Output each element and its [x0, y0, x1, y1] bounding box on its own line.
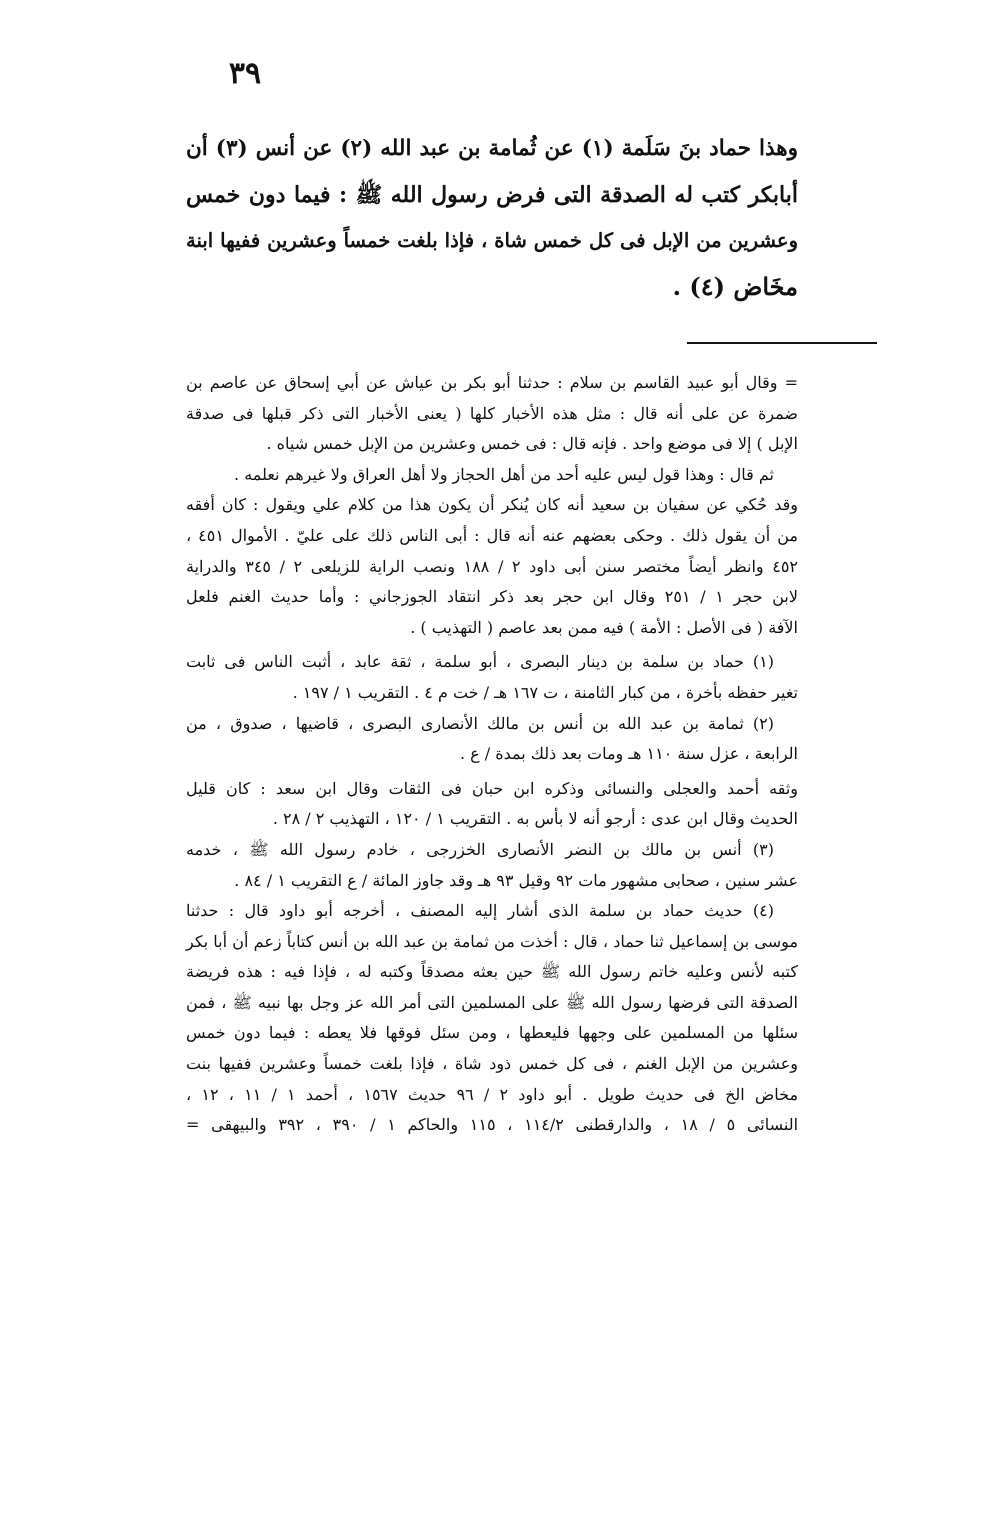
footnote-line: (١) حماد بن سلمة بن دينار البصرى ، أبو سلمة ، ثقة عابد ، أثبت الناس فى ثابت	[186, 652, 774, 672]
footnote-line: وثقه أحمد والعجلى والنسائى وذكره ابن حبان فى الثقات وقال ابن سعد : كان قليل	[186, 778, 799, 798]
footnote-line: (٤) حديث حماد بن سلمة الذى أشار إليه المصنف ، أخرجه أبو داود قال : حدثنا	[186, 901, 774, 921]
footnote-2	[186, 709, 798, 770]
footnote-4	[186, 896, 798, 1141]
footnote-line: ٤٥٢ وانظر أيضاً مختصر سنن أبى داود ٢ / ١٨٨ ونصب الراية للزيلعى ٢ / ٣٤٥ والدراية	[186, 556, 799, 576]
footnote-line: كتبه لأنس وعليه خاتم رسول الله ﷺ حين بعثه مصدقاً وكتبه له ، فإذا فيه : هذه فريضة	[186, 962, 798, 982]
footnote-line: ضمرة عن على أنه قال : مثل هذه الأخبار كلها ( يعنى الأخبار التى ذكر قبلها فى صدقة	[186, 403, 798, 423]
footnote-line: من أن يقول ذلك . وحكى بعضهم عنه أنه قال : أبى الناس ذلك على عليّ . الأموال ٤٥١ ،	[186, 525, 798, 545]
footnote-line: الصدقة التى فرضها رسول الله ﷺ على المسلمين التى أمر الله عز وجل بها نبيه ﷺ ، فمن	[186, 992, 798, 1012]
footnote-line: لابن حجر ١ / ٢٥١ وقال ابن حجر بعد ذكر انتقاد الجوزجاني : وأما حديث الغنم فلعل	[186, 587, 798, 607]
footnote-3	[186, 835, 798, 896]
footnote-line: تغير حفظه بأخرة ، من كبار الثامنة ، ت ١٦٧ هـ / خت م ٤ . التقريب ١ / ١٩٧ .	[292, 682, 798, 702]
footnote-1	[186, 647, 798, 708]
footnote-line: وعشرين من الإبل الغنم ، فى كل خمس ذود شاة ، فإذا بلغت خمساً وعشرين ففيها بنت	[186, 1054, 798, 1074]
footnote-2-continuation	[186, 774, 798, 835]
main-line: وهذا حماد بنَ سَلَمة (١) عن ثُمامة بن عبد الله (٢) عن أنس (٣) أن	[186, 136, 798, 161]
footnote-line: سئلها من المسلمين على وجهها فليعطها ، ومن سئل فوقها فلا يعطه : فيما دون خمس	[186, 1023, 798, 1043]
footnote-commentary	[186, 460, 798, 644]
footnote-line: ثم قال : وهذا قول ليس عليه أحد من أهل الحجاز ولا أهل العراق ولا غيرهم نعلمه .	[234, 464, 774, 484]
main-line: مخَاض (٤) .	[672, 272, 798, 301]
main-line: أبابكر كتب له الصدقة التى فرض رسول الله ﷺ : فيما دون خمس	[186, 182, 798, 208]
footnote-separator	[687, 342, 877, 344]
footnote-line: وقد حُكي عن سفيان بن سعيد أنه كان يُنكر أن يكون هذا من كلام علي ويقول : كان أفقه	[186, 495, 798, 515]
footnote-line: الإبل ) إلا فى موضع واحد . فإنه قال : فى خمس وعشرين من الإبل خمس شياه .	[266, 434, 798, 454]
footnote-line: مخاض الخ فى حديث طويل . أبو داود ٢ / ٩٦ حديث ١٥٦٧ ، أحمد ١ / ١١ ، ١٢ ،	[186, 1084, 799, 1104]
footnote-line: الرابعة ، عزل سنة ١١٠ هـ ومات بعد ذلك بمدة / ع .	[459, 744, 798, 764]
footnote-continuation	[186, 368, 798, 460]
footnote-line: = وقال أبو عبيد القاسم بن سلام : حدثنا أبو بكر بن عياش عن أبي إسحاق عن عاصم بن	[186, 373, 798, 392]
footnotes	[186, 368, 798, 1141]
main-text	[186, 126, 798, 310]
footnote-line: النسائى ٥ / ١٨ ، والدارقطنى ١١٤/٢ ، ١١٥ والحاكم ١ / ٣٩٠ ، ٣٩٢ والبيهقى =	[186, 1115, 799, 1135]
footnote-line: (٣) أنس بن مالك بن النضر الأنصارى الخزرجى ، خادم رسول الله ﷺ ، خدمه	[186, 839, 774, 859]
footnote-line: موسى بن إسماعيل ثنا حماد ، قال : أخذت من ثمامة بن عبد الله بن أنس كتاباً زعم أن أبا بكر	[186, 931, 798, 951]
page-number: ٣٩	[228, 56, 262, 91]
footnote-line: عشر سنين ، صحابى مشهور مات ٩٢ وقيل ٩٣ هـ وقد جاوز المائة / ع التقريب ١ / ٨٤ .	[234, 870, 798, 890]
main-line: وعشرين من الإبل فى كل خمس شاة ، فإذا بلغت خمساً وعشرين ففيها ابنة	[186, 229, 798, 252]
footnote-line: الحديث وقال ابن عدى : أرجو أنه لا بأس به . التقريب ١ / ١٢٠ ، التهذيب ٢ / ٢٨ .	[272, 809, 798, 829]
footnote-line: (٢) ثمامة بن عبد الله بن أنس بن مالك الأنصارى البصرى ، قاضيها ، صدوق ، من	[186, 713, 774, 733]
footnote-line: الآفة ( فى الأصل : الأمة ) فيه ممن بعد عاصم ( التهذيب ) .	[410, 617, 798, 637]
